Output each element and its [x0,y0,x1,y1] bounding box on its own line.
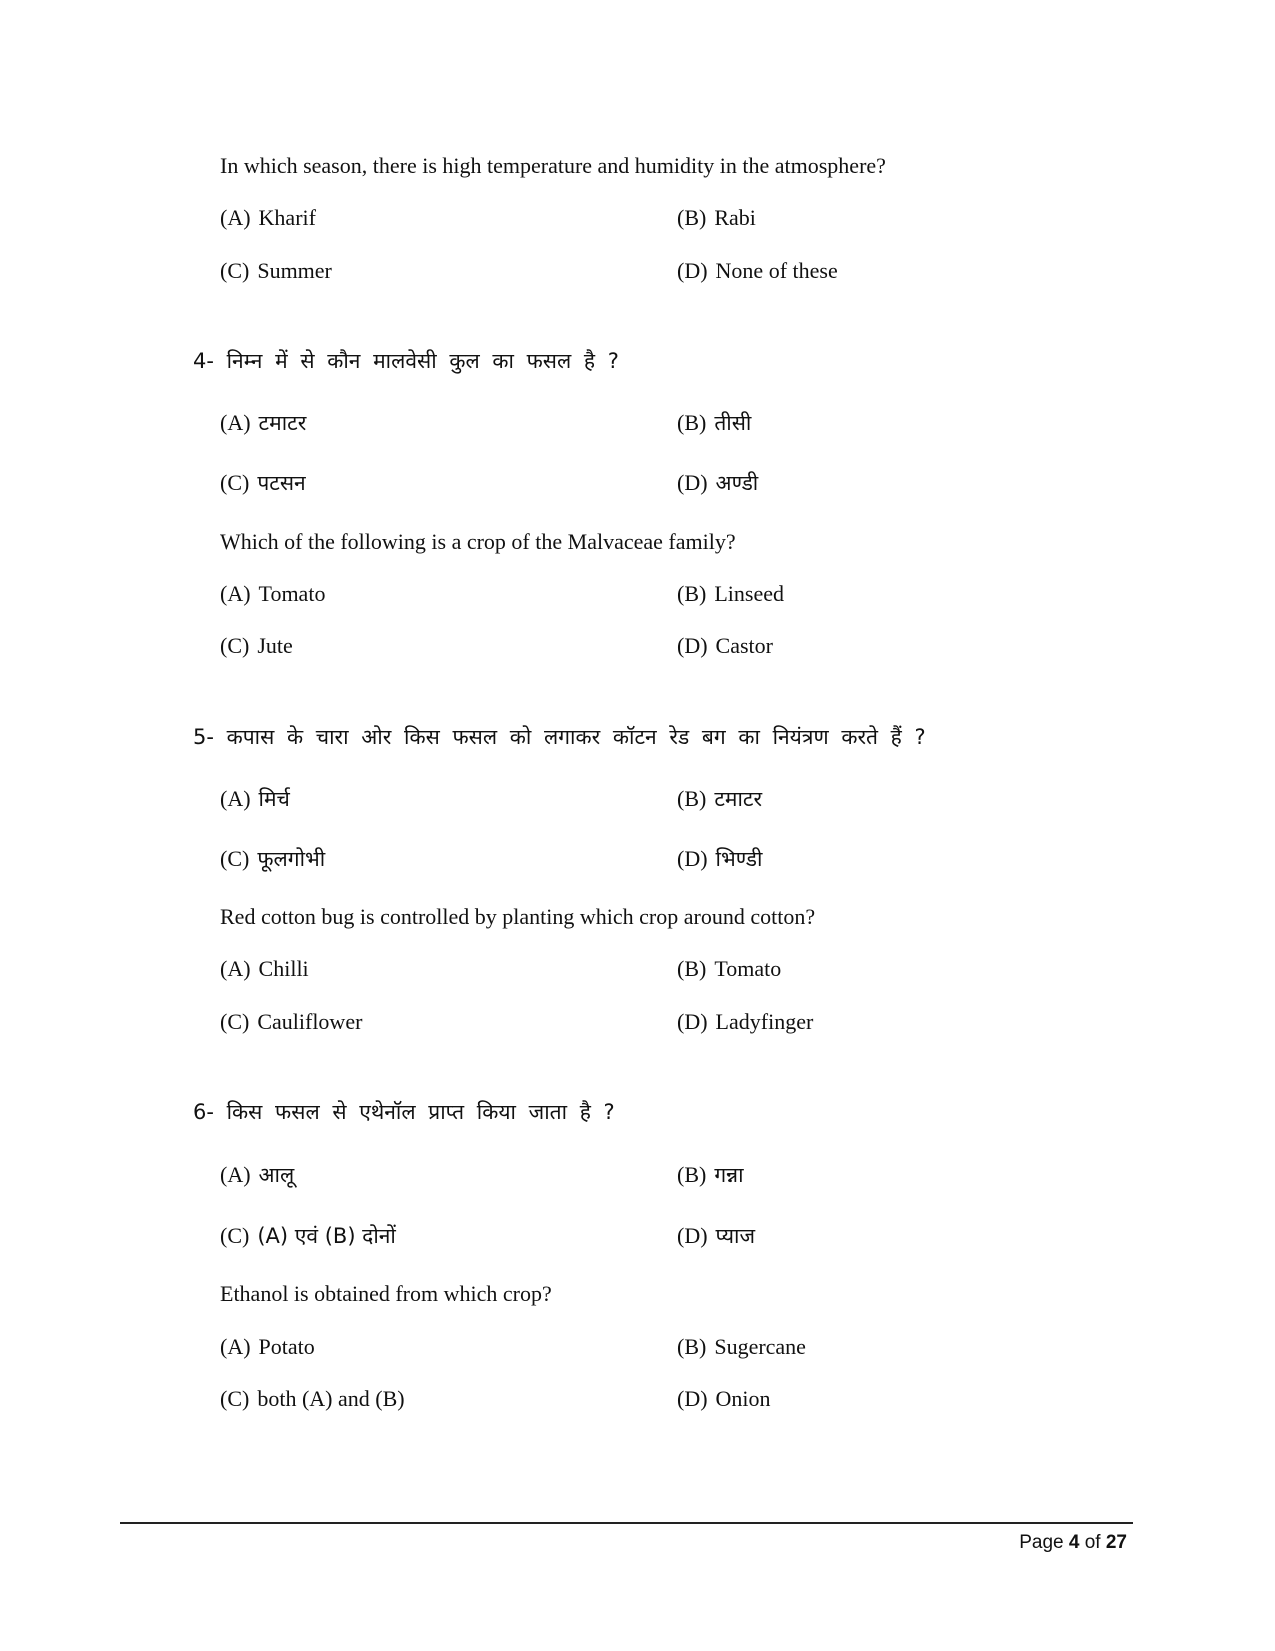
option-label: (C) [220,1223,250,1248]
option-text: Rabi [714,205,756,230]
option-label: (C) [220,258,250,283]
option-label: (B) [677,956,707,981]
option-label: (B) [677,581,707,606]
option-label: (D) [677,1386,708,1411]
option-text: Jute [257,633,293,658]
option-label: (C) [220,633,250,658]
option-label: (A) [220,956,251,981]
option-text: टमाटर [258,411,307,435]
option-label: (C) [220,470,250,495]
page-total: 27 [1105,1532,1127,1553]
q6-hi-option-b [677,1161,744,1189]
q4-en-option-b [677,580,784,608]
q5-question-en: Red cotton bug is controlled by planting which crop around cotton? [220,904,816,929]
q6-question-en: Ethanol is obtained from which crop? [220,1281,552,1306]
option-label: (A) [220,1334,251,1359]
q5-en-option-d [677,1008,813,1036]
q4-hi-option-d [677,469,758,497]
option-label: (D) [677,1223,708,1248]
q6-en-option-b [677,1333,806,1361]
option-text: Kharif [258,205,316,230]
footer-divider [120,1522,1133,1524]
q3-option-c [220,257,332,285]
option-text: Cauliflower [257,1009,363,1034]
q5-hi-option-b [677,785,762,813]
q3-option-d [677,257,838,285]
q5-hi-option-d [677,845,762,873]
option-text: Chilli [258,956,309,981]
option-label: (A) [220,786,251,811]
option-label: (B) [677,410,707,435]
option-label: (C) [220,846,250,871]
option-text: तीसी [714,411,752,435]
q3-option-b [677,204,756,232]
option-label: (A) [220,581,251,606]
option-label: (C) [220,1386,250,1411]
option-label: (B) [677,1162,707,1187]
page-number [1019,1530,1127,1556]
q5-en-option-c [220,1008,362,1036]
option-label: (A) [220,410,251,435]
q6-en-option-a [220,1333,315,1361]
q4-hi-option-b [677,409,751,437]
option-text: Castor [715,633,773,658]
q4-en-option-a [220,580,325,608]
option-text: अण्डी [715,471,759,495]
q6-hi-option-a [220,1161,294,1189]
q5-question-hi: 5- कपास के चारा ओर किस फसल को लगाकर कॉटन रेड बग का नियंत्रण करते हैं ? [193,725,926,749]
q3-question-en: In which season, there is high temperature and humidity in the atmosphere? [220,153,886,178]
option-label: (D) [677,846,708,871]
option-text: Linseed [714,581,784,606]
option-label: (D) [677,633,708,658]
option-label: (A) [220,205,251,230]
option-text: Onion [715,1386,771,1411]
option-label: (D) [677,258,708,283]
page-current: 4 [1068,1532,1080,1553]
q4-question-en: Which of the following is a crop of the Malvaceae family? [220,529,736,554]
option-label: (D) [677,1009,708,1034]
q4-en-option-c [220,632,293,660]
q5-hi-option-c [220,845,325,873]
page-mid: of [1079,1532,1106,1553]
q5-en-option-b [677,955,781,983]
option-text: (A) एवं (B) दोनों [257,1224,396,1248]
option-text: Tomato [714,956,782,981]
option-text: भिण्डी [715,847,763,871]
option-text: मिर्च [258,787,290,811]
option-text: Potato [258,1334,315,1359]
q4-en-option-d [677,632,773,660]
option-text: गन्ना [714,1163,744,1187]
option-label: (C) [220,1009,250,1034]
q5-hi-option-a [220,785,290,813]
option-text: Tomato [258,581,326,606]
q6-hi-option-c [220,1222,396,1250]
q6-hi-option-d [677,1222,755,1250]
option-text: फूलगोभी [257,847,326,871]
page-prefix: Page [1019,1532,1069,1553]
option-text: टमाटर [714,787,763,811]
q4-hi-option-a [220,409,306,437]
q3-option-a [220,204,316,232]
q6-en-option-d [677,1385,771,1413]
option-text: None of these [715,258,838,283]
q5-en-option-a [220,955,309,983]
option-text: प्याज [715,1224,756,1248]
q6-en-option-c [220,1385,405,1413]
option-text: Sugercane [714,1334,806,1359]
option-text: Summer [257,258,332,283]
option-text: both (A) and (B) [257,1386,405,1411]
option-label: (D) [677,470,708,495]
option-text: आलू [258,1163,295,1187]
q4-hi-option-c [220,469,306,497]
option-label: (B) [677,1334,707,1359]
option-label: (A) [220,1162,251,1187]
option-label: (B) [677,205,707,230]
q6-question-hi: 6- किस फसल से एथेनॉल प्राप्त किया जाता है ? [193,1100,615,1124]
q4-question-hi: 4- निम्न में से कौन मालवेसी कुल का फसल है ? [193,349,619,373]
option-label: (B) [677,786,707,811]
option-text: पटसन [257,471,306,495]
option-text: Ladyfinger [715,1009,814,1034]
